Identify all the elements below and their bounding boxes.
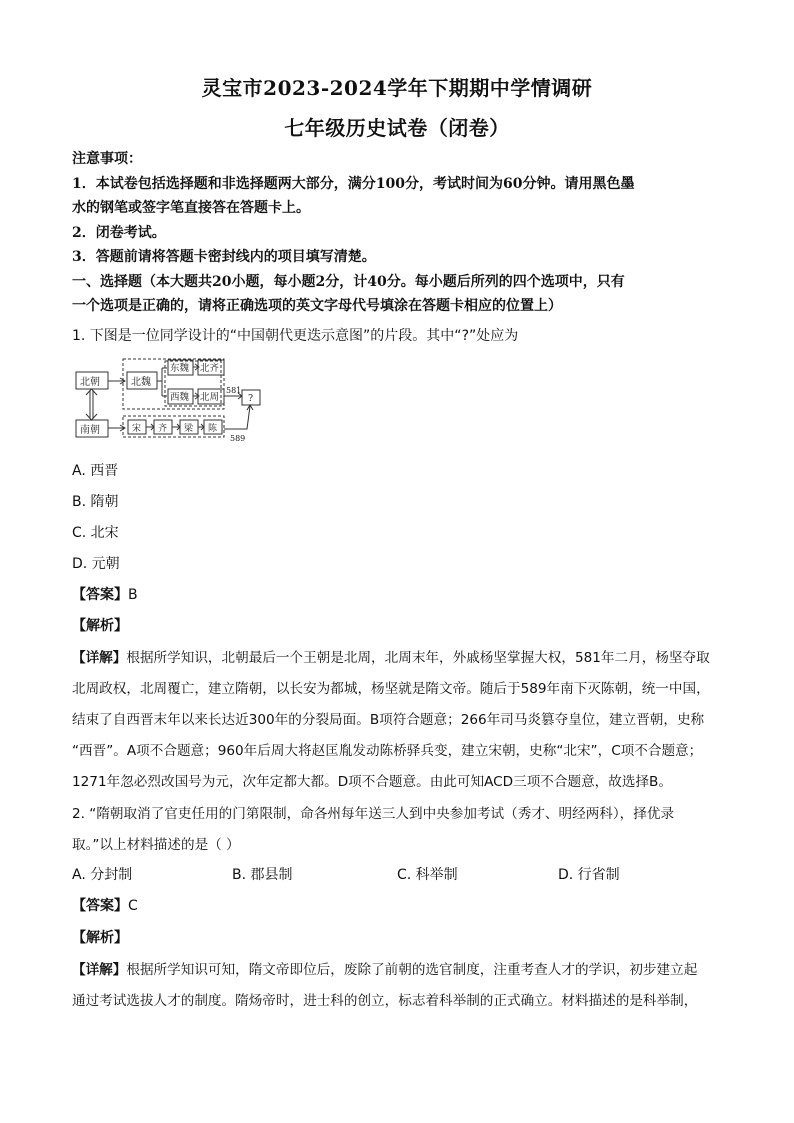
section-heading-cont: 一个选项是正确的，请将正确选项的英文字母代号填涂在答题卡相应的位置上） [72,298,562,314]
q2-detail-line-1 [72,958,732,978]
q2-option-a: A. 分封制 [72,867,133,883]
q2-detail-text-1: 根据所学知识可知，隋文帝即位后，废除了前朝的选官制度，注重考查人才的学识，初步建立起 [126,962,698,978]
q1-option-b: B. 隋朝 [72,494,119,510]
diagram-unknown: ? [248,393,254,404]
q2-stem-cont: 取。”以上材料描述的是（ ） [72,837,240,853]
q1-detail-line-4: “西晋”。A项不合题意；960年后周大将赵匡胤发动陈桥驿兵变，建立宋朝，史称“北宋”，C项不合题意； [72,743,703,759]
q2-detail-label: 【详解】 [72,962,127,978]
q2-option-c: C. 科举制 [397,867,458,883]
q1-stem: 1. 下图是一位同学设计的“中国朝代更迭示意图”的片段。其中“?”处应为 [72,328,519,344]
dynasty-diagram [72,352,272,444]
q1-answer [72,584,732,604]
diagram-chen: 陈 [208,424,218,434]
q2-options [72,864,732,884]
q2-stem: 2. “隋朝取消了官吏任用的门第限制，命各州每年送三人到中央参加考试（秀才、明经两科），择优录 [72,806,675,822]
diagram-year-589: 589 [230,434,246,443]
q1-option-d: D. 元朝 [72,556,120,572]
notice-item-3: 3．答题前请将答题卡密封线内的项目填写清楚。 [72,249,376,265]
diagram-south: 南朝 [80,425,100,436]
notice-item-1-cont: 水的钢笔或签字笔直接答在答题卡上。 [72,200,310,216]
q1-detail-text-1: 根据所学知识，北朝最后一个王朝是北周，北周末年，外戚杨坚掌握大权，581年二月，杨坚夺取 [126,650,710,666]
section-heading: 一、选择题（本大题共20小题，每小题2分，计40分。每小题后所列的四个选项中，只有 [72,274,625,290]
diagram-beiqi: 北齐 [200,363,220,374]
q1-detail-label: 【详解】 [72,650,127,666]
diagram-song: 宋 [132,424,142,434]
notice-item-2: 2．闭卷考试。 [72,225,166,241]
q1-answer-value: B [128,587,138,603]
diagram-beizhou: 北周 [200,392,220,403]
q2-answer [72,895,732,915]
notice-item-1: 1．本试卷包括选择题和非选择题两大部分，满分100分，考试时间为60分钟。请用黑色墨 [72,176,635,192]
diagram-qi: 齐 [158,424,168,434]
q1-detail-line-1 [72,646,732,666]
diagram-dongwei: 东魏 [170,363,190,374]
q2-answer-value: C [128,898,138,914]
q1-detail-line-3: 结束了自西晋末年以来长达近300年的分裂局面。B项符合题意；266年司马炎篡夺皇位，建立晋朝，史称 [72,712,705,728]
q1-answer-label: 【答案】 [72,587,128,603]
q1-option-c: C. 北宋 [72,525,119,541]
page-title: 灵宝市2023-2024学年下期期中学情调研 [201,76,593,100]
q2-option-b: B. 郡县制 [232,867,293,883]
q2-detail-line-2: 通过考试选拔人才的制度。隋炀帝时，进士科的创立，标志着科举制的正式确立。材料描述的是科举制， [72,993,698,1009]
q2-answer-label: 【答案】 [72,898,128,914]
page-subtitle: 七年级历史试卷（闭卷） [284,116,510,140]
diagram-liang: 梁 [184,424,194,434]
q1-analysis-label: 【解析】 [72,618,128,634]
diagram-year-581: 581 [226,386,242,395]
q2-analysis-label: 【解析】 [72,930,128,946]
diagram-xiwei: 西魏 [170,392,190,403]
q1-option-a: A. 西晋 [72,463,119,479]
q1-detail-line-2: 北周政权，北周覆亡，建立隋朝，以长安为都城，杨坚就是隋文帝。随后于589年南下灭陈朝，统一中国， [72,681,710,697]
notice-heading: 注意事项： [72,151,142,167]
diagram-beiwei: 北魏 [131,377,151,388]
diagram-north: 北朝 [80,377,100,388]
q2-option-d: D. 行省制 [558,867,620,883]
q1-detail-line-5: 1271年忽必烈改国号为元，次年定都大都。D项不合题意。由此可知ACD三项不合题意，故选择B。 [72,774,672,790]
